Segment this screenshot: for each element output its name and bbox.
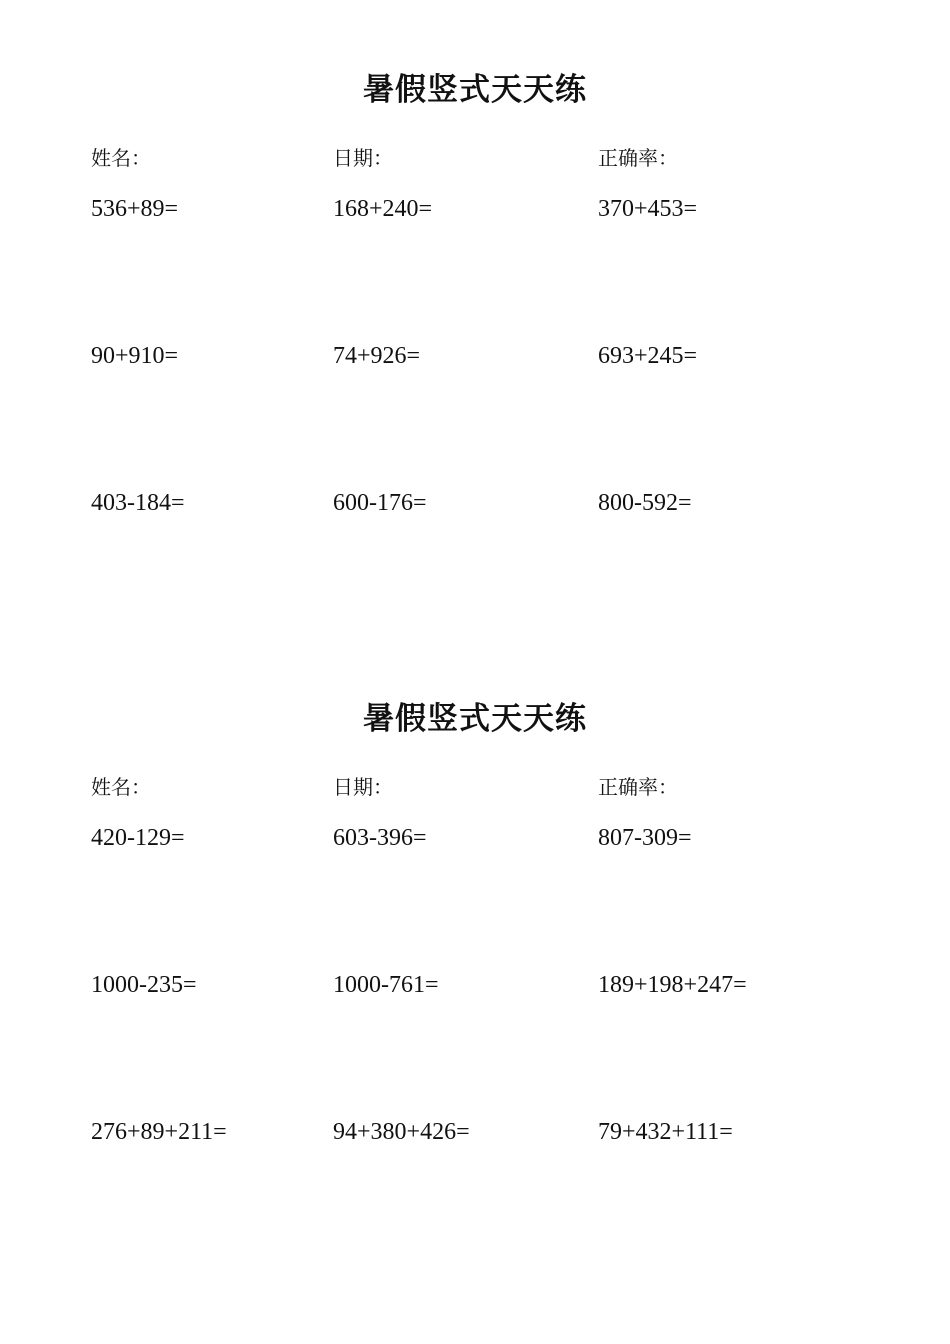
accuracy-label: 正确率： (598, 146, 678, 170)
worksheet-1 (0, 0, 950, 630)
problem-3: 807-309= (598, 825, 692, 851)
problem-1: 420-129= (91, 825, 185, 851)
name-label: 姓名： (91, 146, 151, 170)
worksheet-2 (0, 629, 950, 1259)
worksheet-title: 暑假竖式天天练 (363, 72, 587, 108)
problem-8: 94+380+426= (333, 1119, 470, 1145)
problem-7: 276+89+211= (91, 1119, 227, 1145)
worksheet-title: 暑假竖式天天练 (363, 701, 587, 737)
problem-8: 600-176= (333, 490, 427, 516)
problem-5: 1000-761= (333, 972, 439, 998)
problem-5: 74+926= (333, 343, 421, 369)
problem-9: 79+432+111= (598, 1119, 733, 1145)
problem-7: 403-184= (91, 490, 185, 516)
accuracy-label: 正确率： (598, 775, 678, 799)
problem-2: 168+240= (333, 196, 433, 222)
name-label: 姓名： (91, 775, 151, 799)
problem-6: 693+245= (598, 343, 698, 369)
problem-3: 370+453= (598, 196, 698, 222)
date-label: 日期： (333, 146, 393, 170)
problem-4: 90+910= (91, 343, 179, 369)
problem-2: 603-396= (333, 825, 427, 851)
problem-1: 536+89= (91, 196, 179, 222)
problem-4: 1000-235= (91, 972, 197, 998)
problem-9: 800-592= (598, 490, 692, 516)
problem-6: 189+198+247= (598, 972, 747, 998)
date-label: 日期： (333, 775, 393, 799)
